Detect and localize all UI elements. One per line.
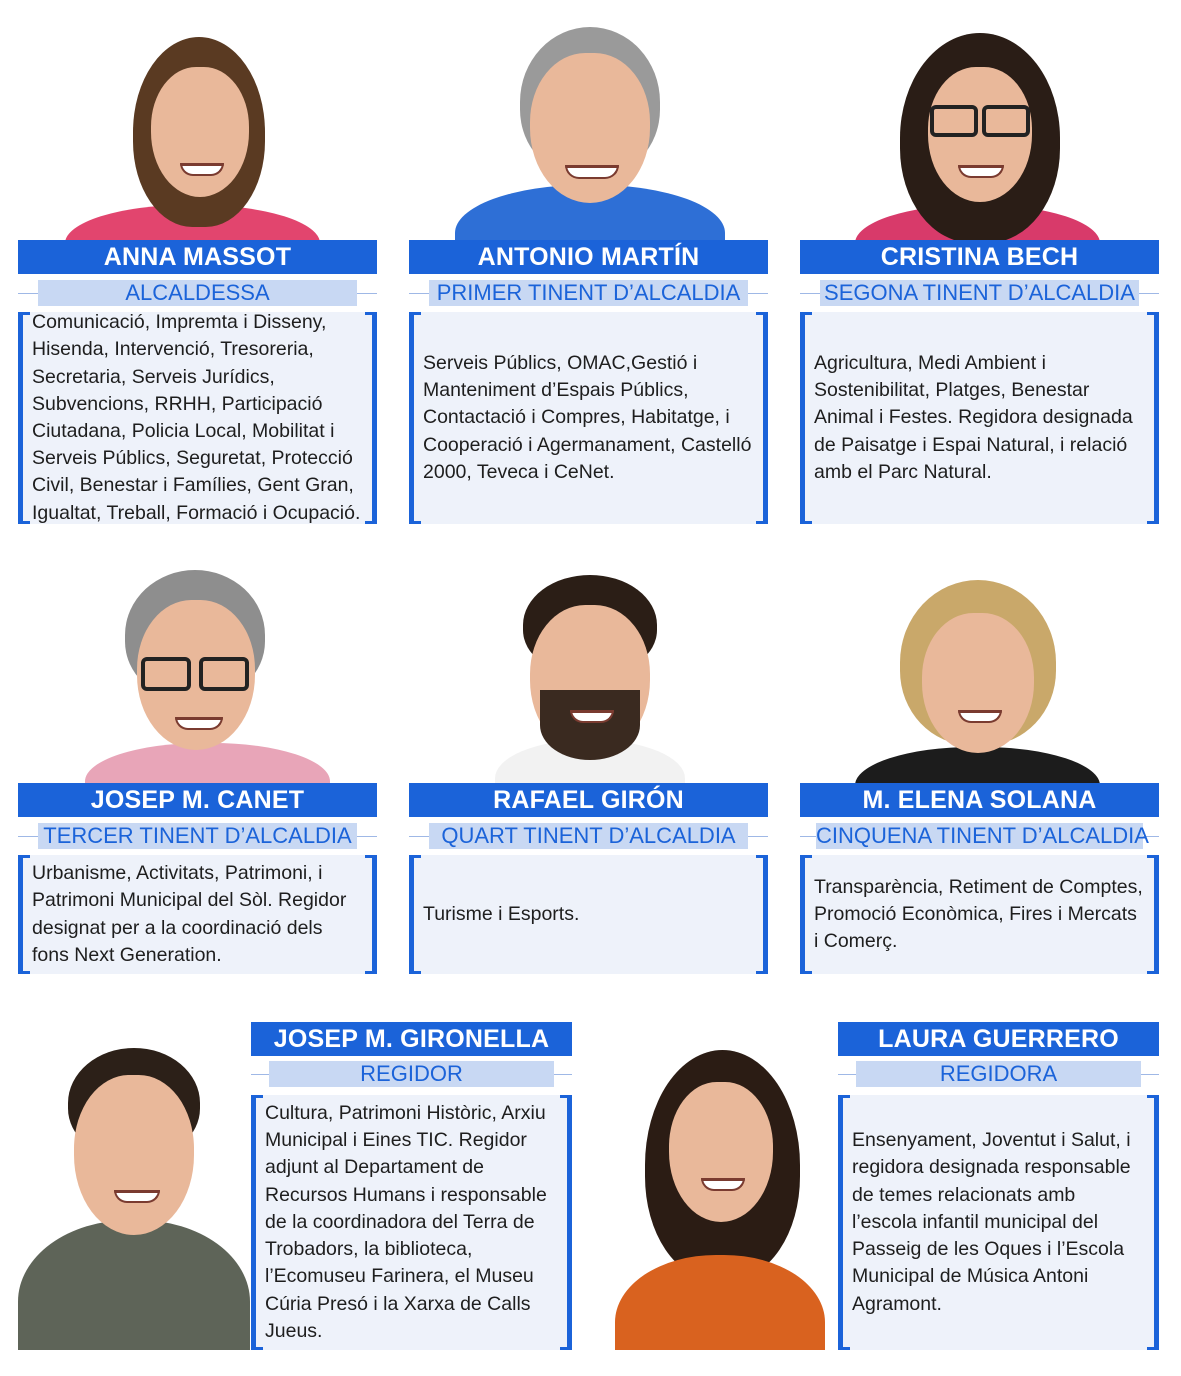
member-portfolio: Serveis Públics, OMAC,Gestió i Manteniment d’Espais Públics, Contactació i Compres, Habitatge, i Cooperació i Agermanament, Castelló 2000, Teveca i CeNet. (423, 351, 752, 483)
member-role: SEGONA TINENT D’ALCALDIA (820, 280, 1139, 306)
name-banner (251, 1022, 572, 1056)
member-role: ALCALDESSA (38, 280, 357, 306)
member-name: RAFAEL GIRÓN (493, 786, 684, 814)
role-banner (18, 823, 377, 849)
portfolio-box (409, 312, 768, 524)
name-banner (409, 240, 768, 274)
portrait-m-elena-solana (850, 575, 1105, 783)
role-banner (409, 280, 768, 306)
member-name: ANTONIO MARTÍN (477, 243, 700, 271)
member-name: CRISTINA BECH (880, 243, 1079, 271)
portfolio-box (251, 1095, 572, 1350)
portrait-cristina-bech (850, 15, 1105, 240)
portfolio-box (800, 312, 1159, 524)
portrait-laura-guerrero (605, 1050, 835, 1350)
member-portfolio: Comunicació, Impremta i Disseny, Hisenda, Intervenció, Tresoreria, Secretaria, Serveis Jurídics, Subvencions, RRHH, Participació Ciutadana, Policia Local, Mobilitat i Serveis Públics, Seguretat, Protecció Civil, Benestar i Famílies, Gent Gran, Igualtat, Treball, Formació i Ocupació. (32, 311, 361, 524)
name-banner (800, 783, 1159, 817)
name-banner (18, 783, 377, 817)
portrait-josep-m-gironella (18, 1040, 250, 1350)
member-role: TERCER TINENT D’ALCALDIA (38, 823, 357, 849)
role-banner (838, 1061, 1159, 1087)
portrait-rafael-giron (485, 570, 695, 783)
member-portfolio: Urbanisme, Activitats, Patrimoni, i Patrimoni Municipal del Sòl. Regidor designat per a la coordinació dels fons Next Generation. (32, 862, 347, 966)
role-banner (251, 1061, 572, 1087)
portfolio-box (18, 855, 377, 974)
member-portfolio: Turisme i Esports. (423, 902, 580, 925)
member-role: QUART TINENT D’ALCALDIA (429, 823, 748, 849)
member-role: CINQUENA TINENT D’ALCALDIA (816, 823, 1149, 848)
member-portfolio: Agricultura, Medi Ambient i Sostenibilitat, Platges, Benestar Animal i Festes. Regidora designada de Paisatge i Espai Natural, i relació amb el Parc Natural. (814, 351, 1133, 483)
member-role: REGIDORA (856, 1061, 1141, 1087)
portfolio-box (800, 855, 1159, 974)
role-banner (409, 823, 768, 849)
portrait-josep-m-canet (75, 565, 340, 783)
member-name: ANNA MASSOT (103, 243, 292, 271)
member-name: LAURA GUERRERO (878, 1025, 1119, 1053)
member-name: M. ELENA SOLANA (862, 786, 1097, 814)
portfolio-box (409, 855, 768, 974)
portfolio-box (18, 312, 377, 524)
member-role: PRIMER TINENT D’ALCALDIA (429, 280, 748, 306)
name-banner (409, 783, 768, 817)
name-banner (838, 1022, 1159, 1056)
name-banner (18, 240, 377, 274)
portfolio-box (838, 1095, 1159, 1350)
member-portfolio: Cultura, Patrimoni Històric, Arxiu Municipal i Eines TIC. Regidor adjunt al Departament de Recursos Humans i responsable de la coordinadora del Terra de Trobadors, la biblioteca, l’Ecomuseu Farinera, el Museu Cúria Presó i la Xarxa de Calls Jueus. (265, 1102, 547, 1342)
role-banner (800, 823, 1159, 849)
name-banner (800, 240, 1159, 274)
member-name: JOSEP M. GIRONELLA (273, 1025, 550, 1053)
portrait-antonio-martin (435, 15, 745, 240)
role-banner (18, 280, 377, 306)
member-portfolio: Ensenyament, Joventut i Salut, i regidora designada responsable de temes relacionats amb l’escola infantil municipal del Passeig de les Oques i l’Escola Municipal de Música Antoni Agramont. (852, 1129, 1131, 1315)
role-banner (800, 280, 1159, 306)
portrait-anna-massot (55, 15, 330, 240)
member-name: JOSEP M. CANET (90, 786, 305, 814)
member-portfolio: Transparència, Retiment de Comptes, Promoció Econòmica, Fires i Mercats i Comerç. (814, 875, 1143, 953)
member-role: REGIDOR (269, 1061, 554, 1087)
